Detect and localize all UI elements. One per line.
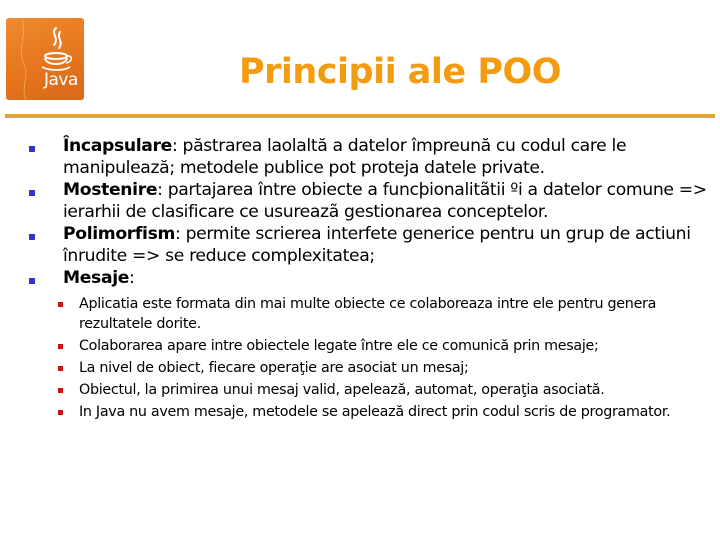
square-bullet-icon: [58, 410, 63, 415]
item-text: : partajarea între obiecte a funcþionalitãtii ºi a datelor comune => ierarhii de clasificare ce usureazã gestionarea conceptelor.: [63, 180, 707, 222]
square-bullet-icon: [29, 190, 35, 196]
item-term: Polimorfism: [63, 224, 176, 244]
item-text: : permite scrierea interfete generice pentru un grup de actiuni înrudite => se reduce complexitatea;: [63, 224, 691, 266]
sub-item-text: Aplicatia este formata din mai multe obiecte ce colaboreaza intre ele pentru genera rezultatele dorite.: [79, 295, 657, 332]
square-bullet-icon: [58, 302, 63, 307]
square-bullet-icon: [29, 278, 35, 284]
item-term: Mesaje: [63, 268, 130, 288]
square-bullet-icon: [58, 366, 63, 371]
square-bullet-icon: [58, 344, 63, 349]
item-term: Încapsulare: [63, 136, 172, 156]
sub-list-item: [0, 380, 720, 401]
list-item-polymorphism: [0, 224, 720, 267]
sub-list-item: [0, 358, 720, 379]
sub-list-item: [0, 294, 720, 335]
list-item-inheritance: [0, 180, 720, 223]
item-term: Mostenire: [63, 180, 158, 200]
sub-item-text: Colaborarea apare intre obiectele legate între ele ce comunică prin mesaje;: [79, 338, 599, 354]
bullet-list: [0, 136, 720, 424]
square-bullet-icon: [29, 234, 35, 240]
sub-list-item: [0, 402, 720, 423]
list-item-messages: [0, 268, 720, 290]
item-text: : păstrarea laolaltă a datelor împreună cu codul care le manipulează; metodele publice pot proteja datele private.: [63, 136, 627, 178]
title-divider: [5, 114, 715, 118]
list-item-encapsulation: [0, 136, 720, 179]
sub-item-text: La nivel de obiect, fiecare operaţie are asociat un mesaj;: [79, 360, 469, 376]
java-logo-text: Java: [44, 70, 78, 90]
sub-list-item: [0, 336, 720, 357]
slide-title: Principii ale POO: [238, 52, 561, 92]
square-bullet-icon: [29, 146, 35, 152]
sub-bullet-list: [0, 294, 720, 423]
item-text: :: [129, 268, 135, 288]
sub-item-text: In Java nu avem mesaje, metodele se apelează direct prin codul scris de programator.: [79, 404, 671, 420]
sub-item-text: Obiectul, la primirea unui mesaj valid, apelează, automat, operaţia asociată.: [79, 382, 605, 398]
square-bullet-icon: [58, 388, 63, 393]
